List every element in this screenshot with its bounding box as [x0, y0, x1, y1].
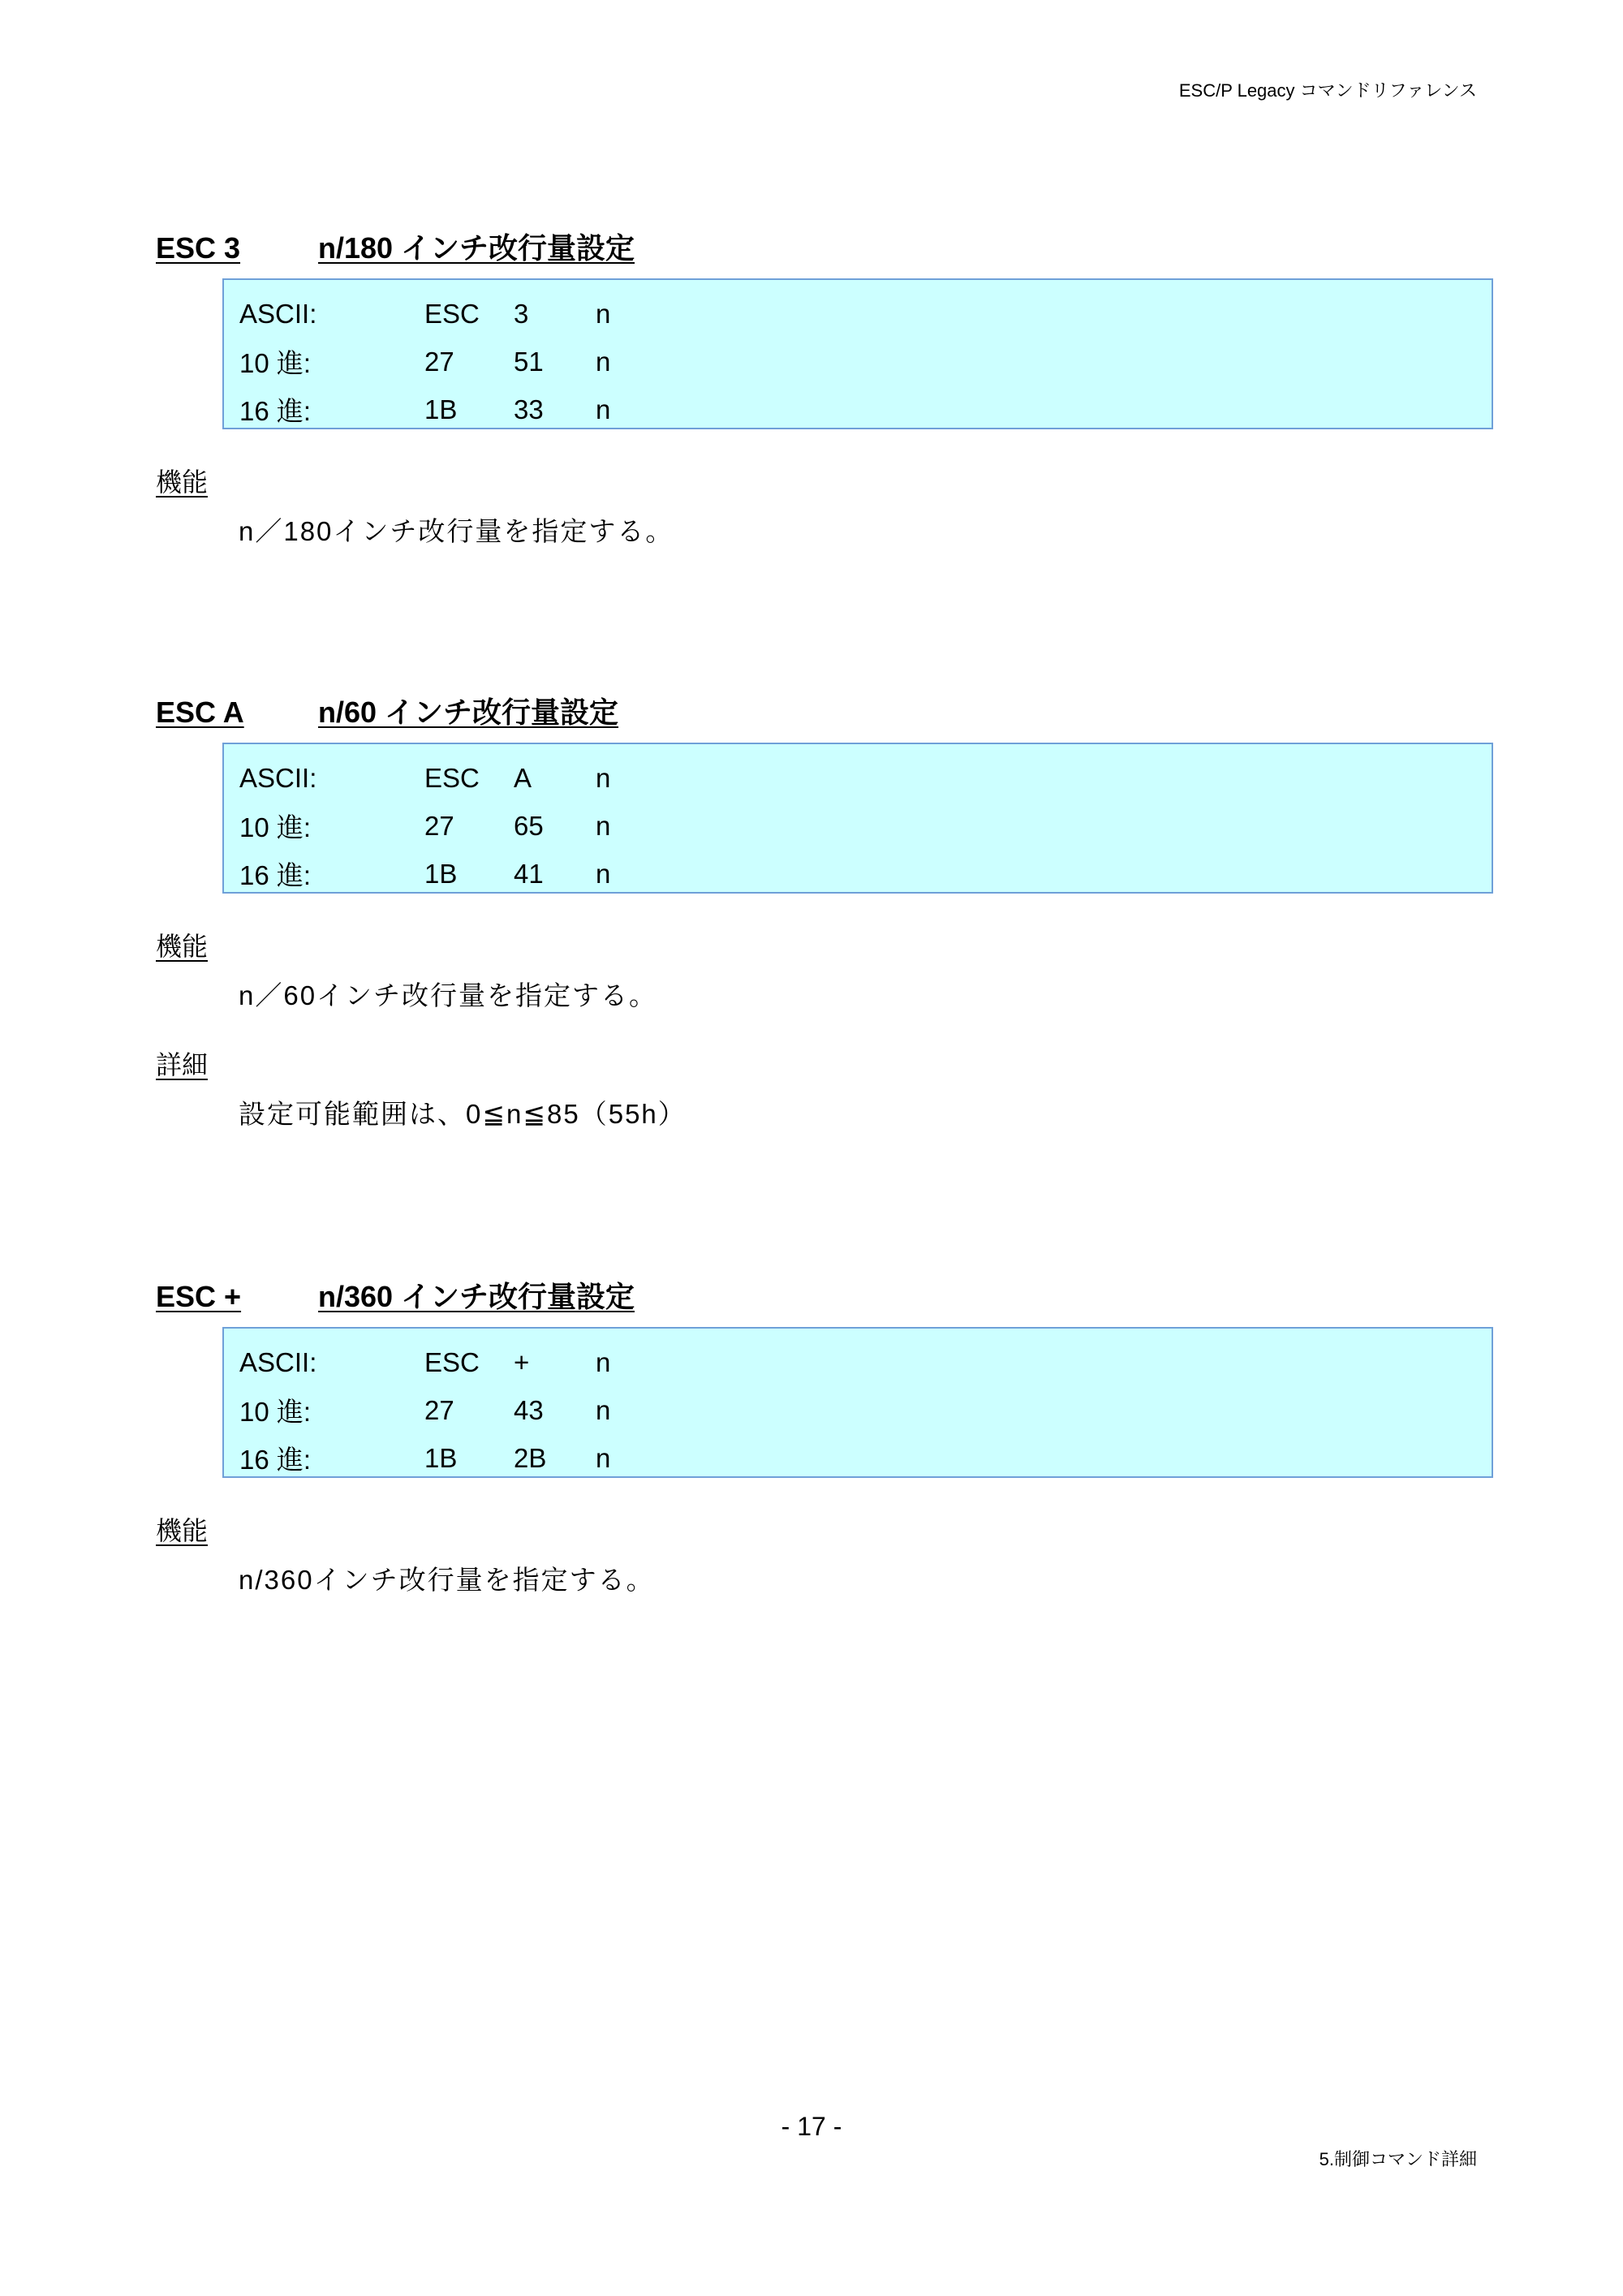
section-heading: [156, 690, 1493, 730]
code-value: 1B: [424, 1442, 458, 1473]
code-value: n: [596, 346, 611, 377]
row-label: 16 進:: [239, 1445, 312, 1475]
row-label: ASCII:: [239, 1346, 317, 1377]
code-value: n: [596, 298, 611, 329]
code-value: ESC: [424, 1346, 480, 1377]
code-value: n: [596, 1394, 611, 1425]
row-label: ASCII:: [239, 762, 317, 793]
code-value: 2B: [514, 1442, 547, 1473]
row-label: 10 進:: [239, 1397, 312, 1427]
function-text: n／60インチ改行量を指定する。: [239, 980, 658, 1010]
command-name: ESC A: [156, 696, 244, 729]
code-row-hex: [224, 386, 1492, 433]
command-title: n/180 インチ改行量設定: [318, 231, 635, 265]
row-label: 10 進:: [239, 812, 312, 842]
row-label: 16 進:: [239, 396, 312, 426]
code-value: A: [514, 762, 532, 793]
command-name: ESC +: [156, 1280, 242, 1313]
code-row-ascii: [224, 754, 1492, 802]
row-label: 16 進:: [239, 860, 312, 890]
code-value: n: [596, 762, 611, 793]
function-text: n／180インチ改行量を指定する。: [239, 516, 674, 546]
command-section-esc-3: [156, 226, 1493, 546]
command-section-esc-a: [156, 690, 1493, 1129]
code-value: ESC: [424, 298, 480, 329]
section-heading: [156, 226, 1493, 266]
code-value: ESC: [424, 762, 480, 793]
code-value: n: [596, 1442, 611, 1473]
code-row-ascii: [224, 1338, 1492, 1386]
code-row-ascii: [224, 290, 1492, 338]
function-heading: 機能: [156, 932, 209, 961]
code-row-decimal: [224, 1386, 1492, 1434]
command-code-box: [222, 278, 1493, 429]
code-value: n: [596, 810, 611, 841]
command-code-box: [222, 743, 1493, 894]
code-row-decimal: [224, 338, 1492, 386]
function-heading: 機能: [156, 467, 209, 497]
command-title: n/360 インチ改行量設定: [318, 1280, 635, 1313]
row-label: ASCII:: [239, 298, 317, 329]
code-value: 65: [514, 810, 544, 841]
code-value: 33: [514, 394, 544, 424]
code-value: +: [514, 1346, 530, 1377]
code-value: n: [596, 394, 611, 424]
code-value: 1B: [424, 394, 458, 424]
code-value: 41: [514, 858, 544, 889]
code-value: 27: [424, 810, 454, 841]
code-row-hex: [224, 1434, 1492, 1482]
code-value: 27: [424, 1394, 454, 1425]
code-value: 51: [514, 346, 544, 377]
code-value: n: [596, 858, 611, 889]
code-value: 3: [514, 298, 529, 329]
page-number: - 17 -: [781, 2112, 842, 2141]
command-title: n/60 インチ改行量設定: [318, 696, 619, 729]
function-heading: 機能: [156, 1516, 209, 1545]
command-code-box: [222, 1327, 1493, 1478]
section-heading: [156, 1274, 1493, 1315]
code-row-hex: [224, 850, 1492, 898]
command-section-esc-plus: [156, 1274, 1493, 1595]
function-text: n/360インチ改行量を指定する。: [239, 1565, 655, 1595]
chapter-footer: 5.制御コマンド詳細: [1319, 2149, 1477, 2169]
code-value: n: [596, 1346, 611, 1377]
code-value: 27: [424, 346, 454, 377]
code-value: 43: [514, 1394, 544, 1425]
command-name: ESC 3: [156, 231, 241, 265]
row-label: 10 進:: [239, 348, 312, 378]
code-row-decimal: [224, 802, 1492, 850]
detail-heading: 詳細: [156, 1050, 209, 1079]
running-header: ESC/P Legacy コマンドリファレンス: [1178, 80, 1477, 101]
detail-text: 設定可能範囲は、0≦n≦85（55h）: [239, 1099, 687, 1129]
code-value: 1B: [424, 858, 458, 889]
